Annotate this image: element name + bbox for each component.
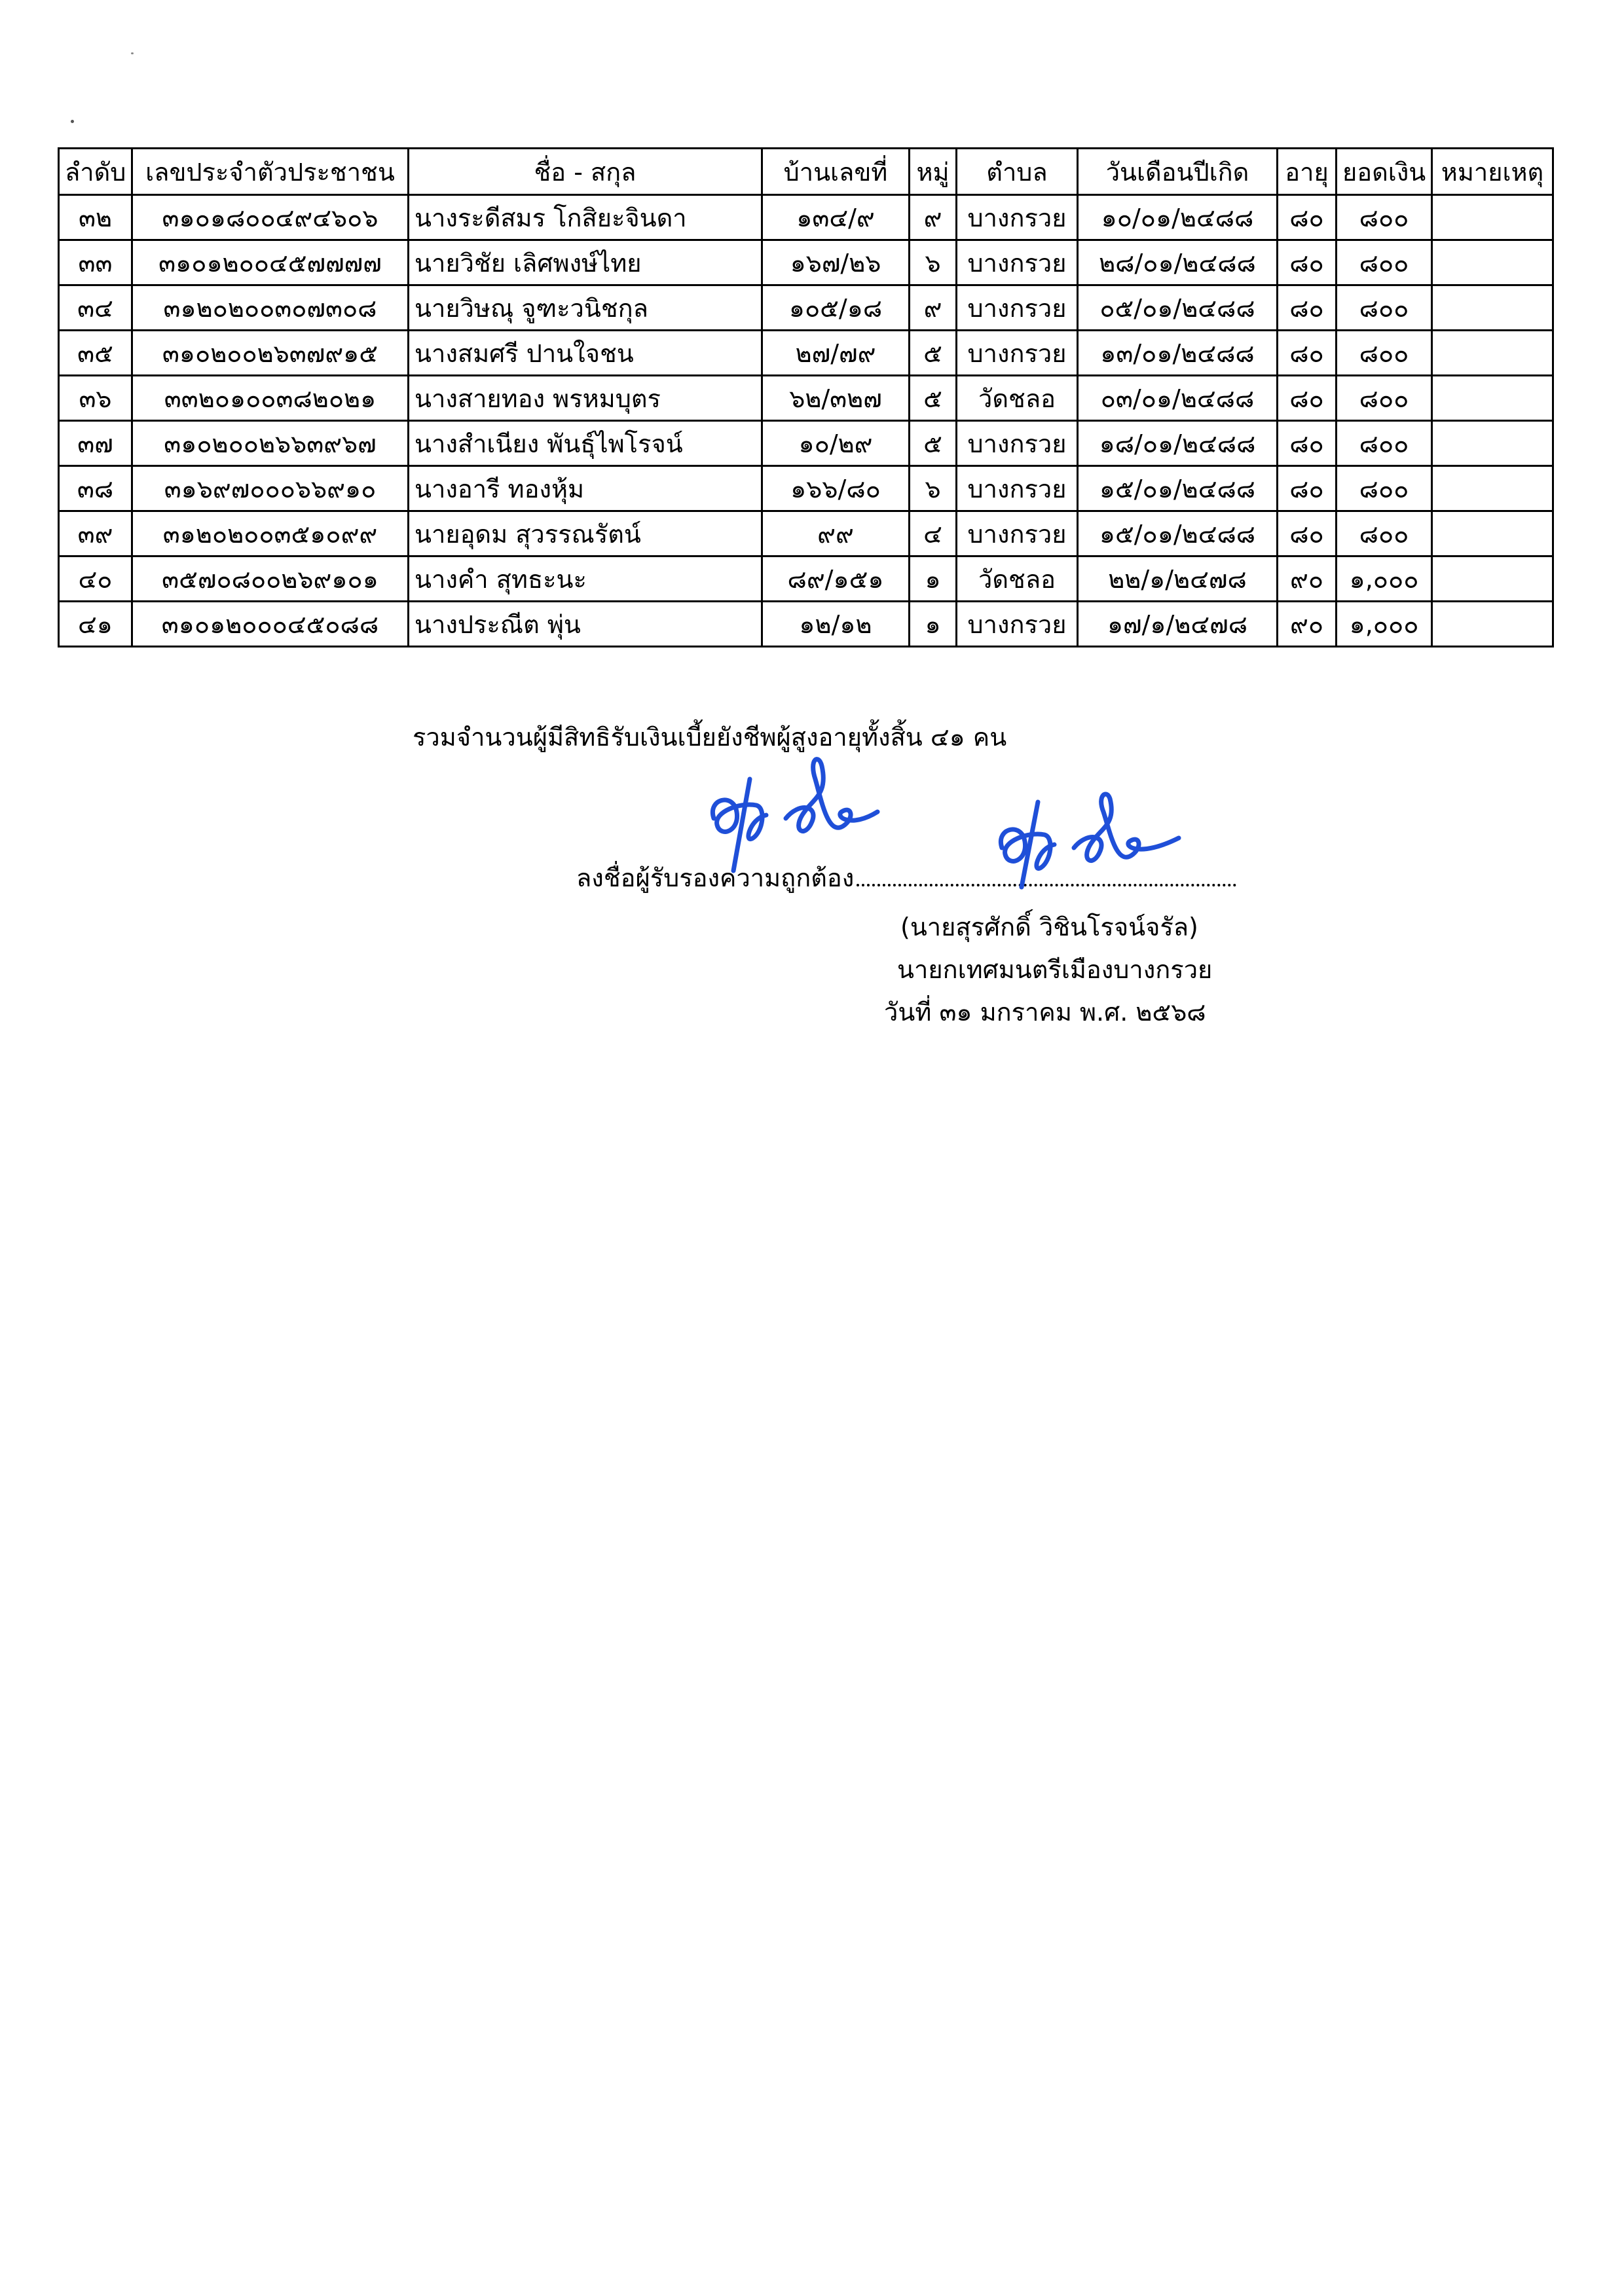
cell-full-name: นางคำ สุทธะนะ [409,556,762,602]
cell-remark [1432,195,1553,240]
cell-amount: ๘๐๐ [1337,376,1432,421]
cell-subdistrict: วัดชลอ [957,556,1078,602]
header-subdistrict: ตำบล [957,149,1078,195]
header-village: หมู่ [910,149,957,195]
cell-citizen-id: ๓๓๒๐๑๐๐๓๘๒๐๒๑ [132,376,409,421]
cell-birth-date: ๑๗/๑/๒๔๗๘ [1078,602,1278,647]
cell-citizen-id: ๓๑๒๐๒๐๐๓๐๗๓๐๘ [132,285,409,331]
cell-amount: ๘๐๐ [1337,285,1432,331]
cell-citizen-id: ๓๑๐๒๐๐๒๖๓๗๙๑๕ [132,331,409,376]
header-birth-date: วันเดือนปีเกิด [1078,149,1278,195]
table-row [59,511,1553,556]
header-house-number: บ้านเลขที่ [762,149,910,195]
cell-birth-date: ๒๘/๐๑/๒๔๘๘ [1078,240,1278,285]
cell-subdistrict: บางกรวย [957,511,1078,556]
certification-label: ลงชื่อผู้รับรองความถูกต้อง [576,864,855,892]
cell-citizen-id: ๓๑๖๙๗๐๐๐๖๖๙๑๐ [132,466,409,511]
cell-house-number: ๑๖๗/๒๖ [762,240,910,285]
table-row [59,285,1553,331]
table-header-row [59,149,1553,195]
cell-full-name: นางอารี ทองหุ้ม [409,466,762,511]
cell-subdistrict: วัดชลอ [957,376,1078,421]
cell-full-name: นายวิษณุ จูฑะวนิชกุล [409,285,762,331]
header-amount: ยอดเงิน [1337,149,1432,195]
cell-seq: ๔๐ [59,556,132,602]
cell-age: ๘๐ [1278,466,1337,511]
cell-citizen-id: ๓๕๗๐๘๐๐๒๖๙๑๐๑ [132,556,409,602]
signer-position: นายกเทศมนตรีเมืองบางกรวย [897,955,1213,984]
cell-birth-date: ๑๕/๐๑/๒๔๘๘ [1078,466,1278,511]
table-row [59,195,1553,240]
cell-remark [1432,285,1553,331]
cell-subdistrict: บางกรวย [957,240,1078,285]
cell-remark [1432,331,1553,376]
cell-seq: ๓๘ [59,466,132,511]
cell-citizen-id: ๓๑๐๑๒๐๐๔๕๗๗๗๗ [132,240,409,285]
cell-remark [1432,376,1553,421]
cell-birth-date: ๑๐/๐๑/๒๔๘๘ [1078,195,1278,240]
header-citizen-id: เลขประจำตัวประชาชน [132,149,409,195]
cell-remark [1432,602,1553,647]
cell-seq: ๓๔ [59,285,132,331]
cell-age: ๘๐ [1278,376,1337,421]
header-age: อายุ [1278,149,1337,195]
cell-citizen-id: ๓๑๐๑๘๐๐๔๙๔๖๐๖ [132,195,409,240]
cell-age: ๘๐ [1278,511,1337,556]
cell-full-name: นางสำเนียง พันธุ์ไพโรจน์ [409,421,762,466]
cell-village: ๖ [910,240,957,285]
cell-house-number: ๑๐๕/๑๘ [762,285,910,331]
scan-speck [71,120,74,123]
cell-seq: ๓๗ [59,421,132,466]
cell-remark [1432,421,1553,466]
cell-age: ๘๐ [1278,285,1337,331]
cell-amount: ๑,๐๐๐ [1337,556,1432,602]
header-seq: ลำดับ [59,149,132,195]
header-remark: หมายเหตุ [1432,149,1553,195]
cell-subdistrict: บางกรวย [957,331,1078,376]
cell-full-name: นางสายทอง พรหมบุตร [409,376,762,421]
cell-birth-date: ๑๕/๐๑/๒๔๘๘ [1078,511,1278,556]
signature-mark [688,740,897,877]
cell-house-number: ๑๓๔/๙ [762,195,910,240]
cell-subdistrict: บางกรวย [957,602,1078,647]
cell-age: ๘๐ [1278,195,1337,240]
cell-birth-date: ๑๘/๐๑/๒๔๘๘ [1078,421,1278,466]
table-row [59,421,1553,466]
cell-full-name: นายวิชัย เลิศพงษ์ไทย [409,240,762,285]
cell-citizen-id: ๓๑๐๒๐๐๒๖๖๓๙๖๗ [132,421,409,466]
cell-house-number: ๑๒/๑๒ [762,602,910,647]
cell-subdistrict: บางกรวย [957,195,1078,240]
table-row [59,240,1553,285]
cell-remark [1432,240,1553,285]
cell-birth-date: ๐๕/๐๑/๒๔๘๘ [1078,285,1278,331]
cell-citizen-id: ๓๑๒๐๒๐๐๓๕๑๐๙๙ [132,511,409,556]
cell-seq: ๓๒ [59,195,132,240]
cell-full-name: นางระดีสมร โกสิยะจินดา [409,195,762,240]
cell-village: ๖ [910,466,957,511]
cell-remark [1432,466,1553,511]
cell-subdistrict: บางกรวย [957,421,1078,466]
cell-full-name: นายอุดม สุวรรณรัตน์ [409,511,762,556]
cell-village: ๑ [910,602,957,647]
cell-age: ๘๐ [1278,421,1337,466]
certification-date: วันที่ ๓๑ มกราคม พ.ศ. ๒๕๖๘ [884,998,1206,1027]
cell-village: ๕ [910,331,957,376]
cell-village: ๙ [910,195,957,240]
cell-amount: ๘๐๐ [1337,421,1432,466]
cell-age: ๘๐ [1278,240,1337,285]
cell-seq: ๓๕ [59,331,132,376]
cell-house-number: ๙๙ [762,511,910,556]
cell-remark [1432,556,1553,602]
cell-village: ๕ [910,376,957,421]
cell-age: ๘๐ [1278,331,1337,376]
cell-age: ๙๐ [1278,556,1337,602]
cell-age: ๙๐ [1278,602,1337,647]
cell-amount: ๘๐๐ [1337,511,1432,556]
cell-house-number: ๒๗/๗๙ [762,331,910,376]
cell-seq: ๔๑ [59,602,132,647]
cell-amount: ๘๐๐ [1337,195,1432,240]
cell-amount: ๘๐๐ [1337,331,1432,376]
cell-village: ๙ [910,285,957,331]
cell-seq: ๓๙ [59,511,132,556]
cell-house-number: ๑๐/๒๙ [762,421,910,466]
cell-village: ๕ [910,421,957,466]
cell-full-name: นางสมศรี ปานใจชน [409,331,762,376]
beneficiary-table [58,147,1554,647]
cell-full-name: นางประณีต พุ่น [409,602,762,647]
signature-mark [982,789,1205,894]
table-row [59,331,1553,376]
cell-birth-date: ๑๓/๐๑/๒๔๘๘ [1078,331,1278,376]
cell-birth-date: ๒๒/๑/๒๔๗๘ [1078,556,1278,602]
table-row [59,602,1553,647]
cell-house-number: ๑๖๖/๘๐ [762,466,910,511]
cell-remark [1432,511,1553,556]
cell-seq: ๓๓ [59,240,132,285]
table-row [59,376,1553,421]
cell-seq: ๓๖ [59,376,132,421]
cell-amount: ๑,๐๐๐ [1337,602,1432,647]
cell-citizen-id: ๓๑๐๑๒๐๐๐๔๕๐๘๘ [132,602,409,647]
scan-speck [131,52,134,54]
cell-subdistrict: บางกรวย [957,285,1078,331]
cell-amount: ๘๐๐ [1337,240,1432,285]
cell-house-number: ๘๙/๑๕๑ [762,556,910,602]
signer-name: (นายสุรศักดิ์ วิชินโรจน์จรัล) [900,913,1198,941]
cell-subdistrict: บางกรวย [957,466,1078,511]
cell-amount: ๘๐๐ [1337,466,1432,511]
table-row [59,466,1553,511]
table-row [59,556,1553,602]
total-beneficiaries: รวมจำนวนผู้มีสิทธิรับเงินเบี้ยยังชีพผู้สูงอายุทั้งสิ้น ๔๑ คน [413,723,1007,752]
cell-village: ๑ [910,556,957,602]
cell-village: ๔ [910,511,957,556]
header-full-name: ชื่อ - สกุล [409,149,762,195]
cell-birth-date: ๐๓/๐๑/๒๔๘๘ [1078,376,1278,421]
cell-house-number: ๖๒/๓๒๗ [762,376,910,421]
